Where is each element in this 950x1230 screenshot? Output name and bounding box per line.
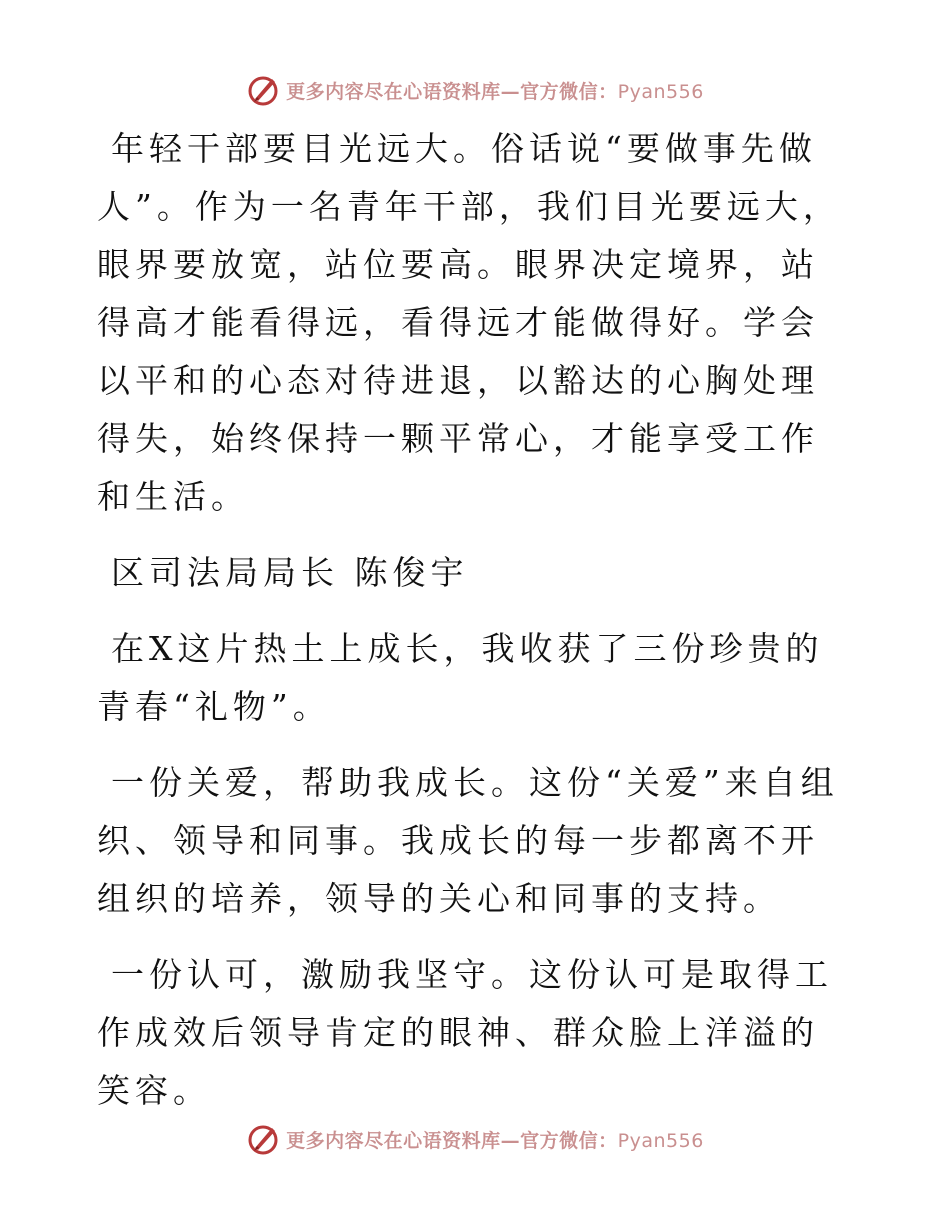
paragraph-text: 一份关爱，帮助我成长。这份“关爱”来自组织、领导和同事。我成长的每一步都离不开组织的培养，领导的关心和同事的支持。 — [97, 763, 839, 918]
banner-label: 更多内容尽在心语资料库—官方微信： — [286, 80, 618, 103]
paragraph — [97, 620, 853, 736]
paragraph-text: 一份认可，激励我坚守。这份认可是取得工作成效后领导肯定的眼神、群众脸上洋溢的笑容。 — [97, 955, 833, 1110]
quill-pen-circle-icon — [246, 1122, 280, 1156]
paragraph — [97, 120, 853, 526]
document-body — [97, 120, 853, 1138]
banner-wechat-handle: Pyan556 — [617, 1129, 704, 1152]
paragraph — [97, 946, 853, 1120]
footer-banner — [0, 1119, 950, 1159]
quill-pen-circle-icon — [246, 73, 280, 107]
author-text: 区司法局局长 陈俊宇 — [111, 553, 469, 592]
paragraph-text: 年轻干部要目光远大。俗话说“要做事先做人”。作为一名青年干部，我们目光要远大，眼界要放宽，站位要高。眼界决定境界，站得高才能看得远，看得远才能做得好。学会以平和的心态对待进退，以豁达的心胸处理得失，始终保持一颗平常心，才能享受工作和生活。 — [97, 129, 841, 516]
paragraph-text: 在X这片热土上成长，我收获了三份珍贵的青春“礼物”。 — [97, 629, 824, 726]
banner-text — [286, 77, 704, 104]
banner-text — [286, 1126, 704, 1153]
banner-wechat-handle: Pyan556 — [617, 80, 704, 103]
author-line — [97, 544, 853, 602]
paragraph — [97, 754, 853, 928]
header-banner — [0, 70, 950, 110]
banner-label: 更多内容尽在心语资料库—官方微信： — [286, 1129, 618, 1152]
